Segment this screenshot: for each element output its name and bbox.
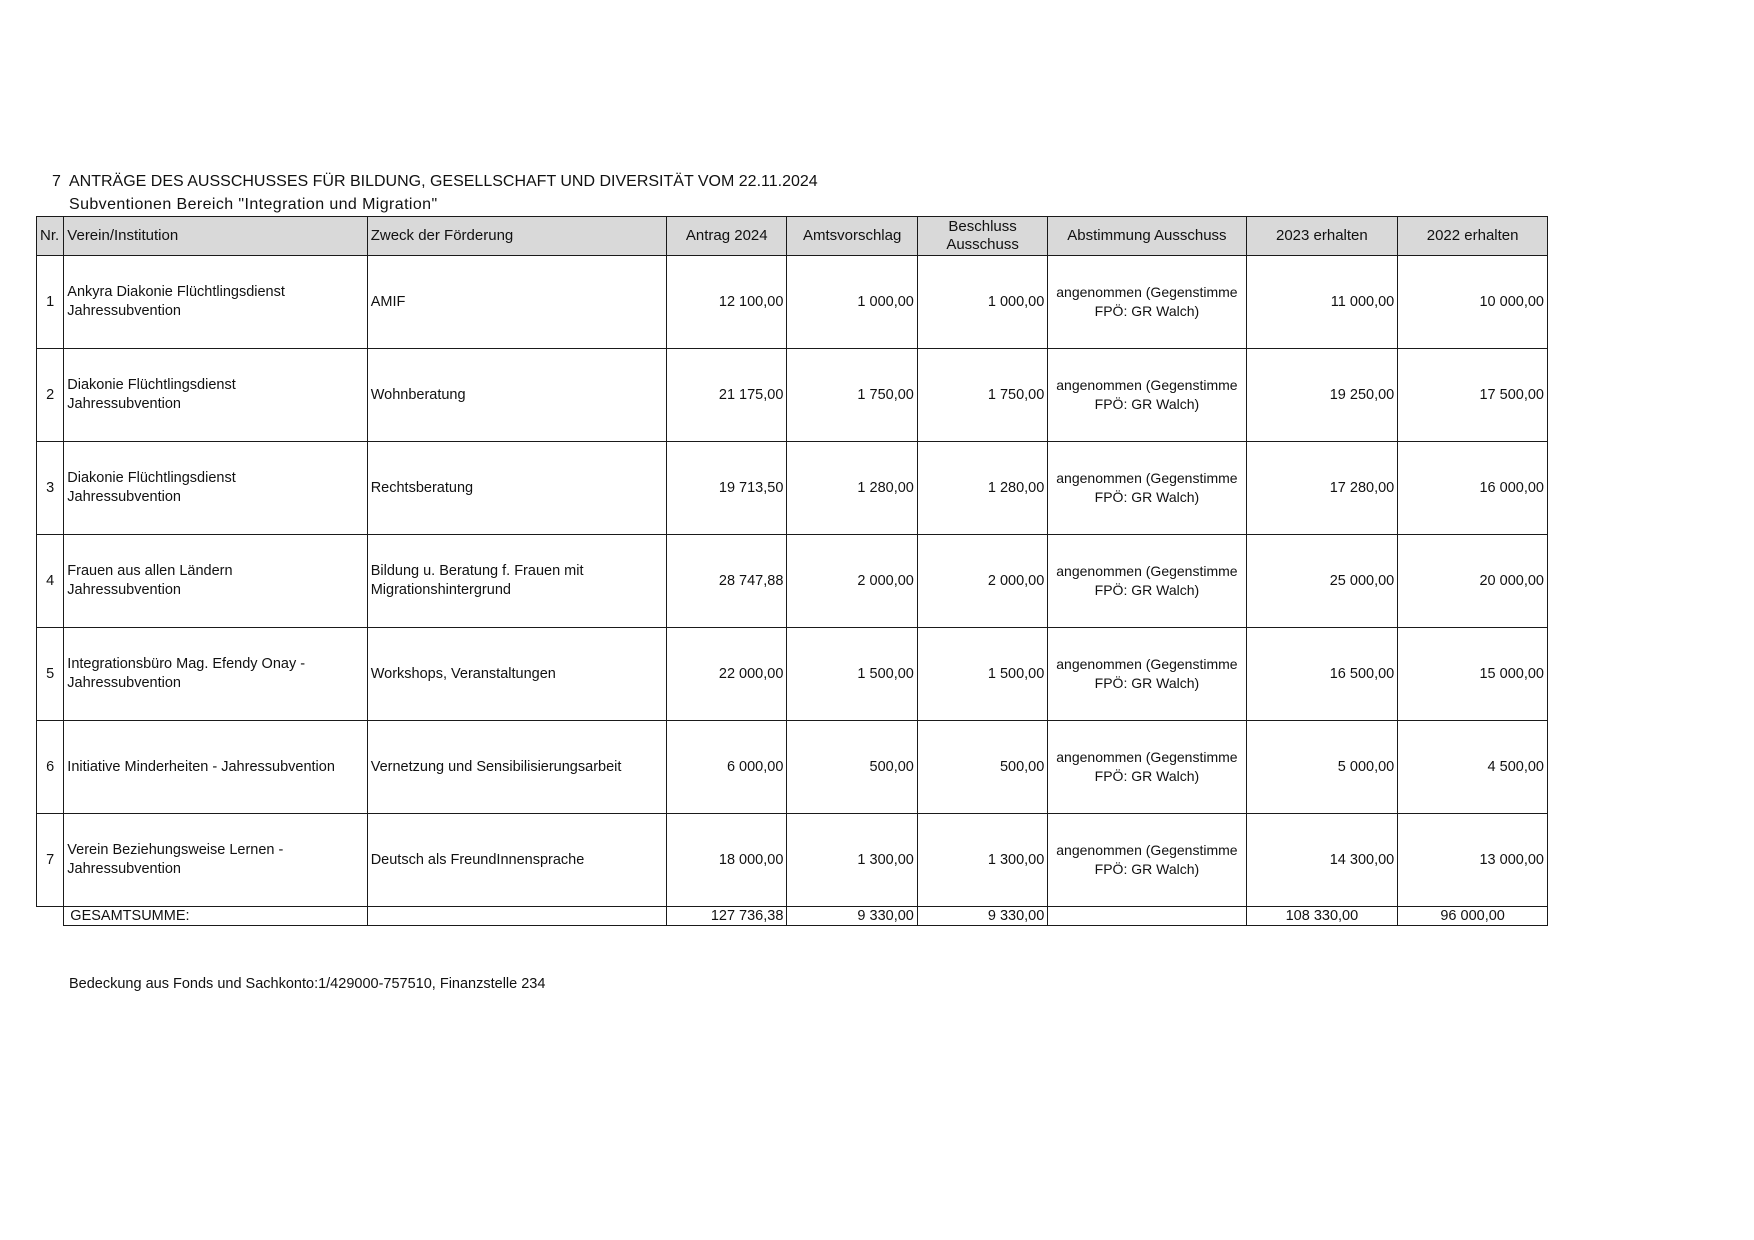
institution-line: Jahressubvention xyxy=(67,861,181,877)
office-proposal-cell: 500,00 xyxy=(787,721,917,814)
row-number: 2 xyxy=(37,349,64,442)
document-subtitle: Subventionen Bereich "Integration und Migration" xyxy=(69,196,438,213)
vote-line: angenommen (Gegenstimme xyxy=(1056,749,1238,765)
table-header-row xyxy=(37,217,1548,256)
institution-line: Jahressubvention xyxy=(67,582,181,598)
received-2023-cell: 14 300,00 xyxy=(1246,814,1398,907)
row-number: 3 xyxy=(37,442,64,535)
vote-line: FPÖ: GR Walch) xyxy=(1094,768,1200,784)
office-proposal-cell: 1 000,00 xyxy=(787,256,917,349)
received-2022-cell: 10 000,00 xyxy=(1398,256,1548,349)
column-header-office-proposal: Amtsvorschlag xyxy=(787,217,917,256)
committee-decision-cell: 500,00 xyxy=(917,721,1047,814)
office-proposal-cell: 1 300,00 xyxy=(787,814,917,907)
purpose-line: Wohnberatung xyxy=(370,386,466,403)
committee-vote-cell xyxy=(1048,442,1246,535)
received-2022-cell: 15 000,00 xyxy=(1398,628,1548,721)
row-number: 4 xyxy=(37,535,64,628)
column-header-institution: Verein/Institution xyxy=(64,217,367,256)
received-2022-cell: 17 500,00 xyxy=(1398,349,1548,442)
institution-line: Jahressubvention xyxy=(67,675,181,691)
purpose-cell xyxy=(367,721,666,814)
subsidies-table xyxy=(36,216,1548,926)
institution-cell xyxy=(64,628,367,721)
institution-line: Jahressubvention xyxy=(67,489,181,505)
purpose-line: Rechtsberatung xyxy=(370,479,474,496)
committee-vote-cell xyxy=(1048,349,1246,442)
total-office-proposal: 9 330,00 xyxy=(787,907,917,926)
received-2022-cell: 20 000,00 xyxy=(1398,535,1548,628)
request-2024-cell: 18 000,00 xyxy=(667,814,787,907)
table-row xyxy=(37,349,1548,442)
totals-label: GESAMTSUMME: xyxy=(64,907,367,926)
committee-vote-cell xyxy=(1048,256,1246,349)
vote-line: FPÖ: GR Walch) xyxy=(1094,675,1200,691)
institution-line: Ankyra Diakonie Flüchtlingsdienst xyxy=(67,284,285,300)
purpose-cell xyxy=(367,628,666,721)
institution-line: Jahressubvention xyxy=(67,303,181,319)
committee-vote-cell xyxy=(1048,535,1246,628)
row-number: 6 xyxy=(37,721,64,814)
vote-line: FPÖ: GR Walch) xyxy=(1094,861,1200,877)
totals-blank-cell xyxy=(37,907,64,926)
table-row xyxy=(37,256,1548,349)
vote-line: angenommen (Gegenstimme xyxy=(1056,470,1238,486)
table-row xyxy=(37,442,1548,535)
totals-vote-blank xyxy=(1048,907,1246,926)
received-2022-cell: 4 500,00 xyxy=(1398,721,1548,814)
row-number: 1 xyxy=(37,256,64,349)
column-header-purpose: Zweck der Förderung xyxy=(367,217,666,256)
vote-line: angenommen (Gegenstimme xyxy=(1056,377,1238,393)
institution-cell xyxy=(64,256,367,349)
office-proposal-cell: 1 280,00 xyxy=(787,442,917,535)
committee-decision-cell: 1 280,00 xyxy=(917,442,1047,535)
purpose-cell xyxy=(367,349,666,442)
committee-decision-header-line2: Ausschuss xyxy=(946,236,1019,253)
row-number: 7 xyxy=(37,814,64,907)
received-2023-cell: 5 000,00 xyxy=(1246,721,1398,814)
received-2022-cell: 13 000,00 xyxy=(1398,814,1548,907)
column-header-request-2024: Antrag 2024 xyxy=(667,217,787,256)
vote-line: angenommen (Gegenstimme xyxy=(1056,284,1238,300)
committee-decision-cell: 1 500,00 xyxy=(917,628,1047,721)
received-2023-cell: 17 280,00 xyxy=(1246,442,1398,535)
purpose-line: Bildung u. Beratung f. Frauen mit xyxy=(370,563,584,579)
committee-decision-header-line1: Beschluss xyxy=(948,218,1017,235)
purpose-cell xyxy=(367,256,666,349)
total-received-2023: 108 330,00 xyxy=(1246,907,1398,926)
institution-line: Diakonie Flüchtlingsdienst xyxy=(67,470,236,486)
vote-line: FPÖ: GR Walch) xyxy=(1094,489,1200,505)
totals-row xyxy=(37,907,1548,926)
institution-cell xyxy=(64,442,367,535)
institution-line: Verein Beziehungsweise Lernen - xyxy=(67,842,284,858)
committee-vote-cell xyxy=(1048,814,1246,907)
table-row xyxy=(37,814,1548,907)
document-heading xyxy=(52,172,818,192)
institution-line: Frauen aus allen Ländern xyxy=(67,563,233,579)
column-header-nr: Nr. xyxy=(37,217,64,256)
purpose-line: Vernetzung und Sensibilisierungsarbeit xyxy=(370,758,622,775)
purpose-cell xyxy=(367,535,666,628)
vote-line: angenommen (Gegenstimme xyxy=(1056,563,1238,579)
purpose-line: Workshops, Veranstaltungen xyxy=(370,665,556,682)
request-2024-cell: 12 100,00 xyxy=(667,256,787,349)
purpose-line: Migrationshintergrund xyxy=(370,582,511,598)
purpose-cell xyxy=(367,814,666,907)
office-proposal-cell: 1 500,00 xyxy=(787,628,917,721)
committee-decision-cell: 2 000,00 xyxy=(917,535,1047,628)
agenda-item-number: 7 xyxy=(52,173,61,190)
purpose-line: Deutsch als FreundInnensprache xyxy=(370,851,585,868)
request-2024-cell: 19 713,50 xyxy=(667,442,787,535)
purpose-cell xyxy=(367,442,666,535)
institution-line: Diakonie Flüchtlingsdienst xyxy=(67,377,236,393)
request-2024-cell: 21 175,00 xyxy=(667,349,787,442)
received-2023-cell: 16 500,00 xyxy=(1246,628,1398,721)
institution-line: Initiative Minderheiten - Jahressubvention xyxy=(67,758,335,775)
request-2024-cell: 28 747,88 xyxy=(667,535,787,628)
column-header-received-2022: 2022 erhalten xyxy=(1398,217,1548,256)
committee-vote-cell xyxy=(1048,628,1246,721)
institution-cell xyxy=(64,349,367,442)
row-number: 5 xyxy=(37,628,64,721)
table-row xyxy=(37,535,1548,628)
request-2024-cell: 22 000,00 xyxy=(667,628,787,721)
totals-purpose-blank xyxy=(367,907,666,926)
column-header-received-2023: 2023 erhalten xyxy=(1246,217,1398,256)
received-2023-cell: 25 000,00 xyxy=(1246,535,1398,628)
vote-line: FPÖ: GR Walch) xyxy=(1094,582,1200,598)
coverage-note: Bedeckung aus Fonds und Sachkonto:1/429000-757510, Finanzstelle 234 xyxy=(69,976,546,992)
vote-line: angenommen (Gegenstimme xyxy=(1056,842,1238,858)
committee-decision-cell: 1 000,00 xyxy=(917,256,1047,349)
committee-vote-cell xyxy=(1048,721,1246,814)
vote-line: angenommen (Gegenstimme xyxy=(1056,656,1238,672)
table-row xyxy=(37,628,1548,721)
column-header-committee-decision xyxy=(917,217,1047,256)
total-received-2022: 96 000,00 xyxy=(1398,907,1548,926)
committee-decision-cell: 1 300,00 xyxy=(917,814,1047,907)
vote-line: FPÖ: GR Walch) xyxy=(1094,396,1200,412)
received-2023-cell: 11 000,00 xyxy=(1246,256,1398,349)
institution-cell xyxy=(64,535,367,628)
institution-line: Jahressubvention xyxy=(67,396,181,412)
total-committee-decision: 9 330,00 xyxy=(917,907,1047,926)
institution-cell xyxy=(64,721,367,814)
committee-decision-cell: 1 750,00 xyxy=(917,349,1047,442)
agenda-item-title: ANTRÄGE DES AUSSCHUSSES FÜR BILDUNG, GESELLSCHAFT UND DIVERSITÄT VOM 22.11.2024 xyxy=(69,173,818,190)
received-2022-cell: 16 000,00 xyxy=(1398,442,1548,535)
table-row xyxy=(37,721,1548,814)
request-2024-cell: 6 000,00 xyxy=(667,721,787,814)
institution-cell xyxy=(64,814,367,907)
total-request-2024: 127 736,38 xyxy=(667,907,787,926)
institution-line: Integrationsbüro Mag. Efendy Onay - xyxy=(67,656,306,672)
purpose-line: AMIF xyxy=(370,293,406,310)
office-proposal-cell: 1 750,00 xyxy=(787,349,917,442)
vote-line: FPÖ: GR Walch) xyxy=(1094,303,1200,319)
office-proposal-cell: 2 000,00 xyxy=(787,535,917,628)
column-header-committee-vote: Abstimmung Ausschuss xyxy=(1048,217,1246,256)
received-2023-cell: 19 250,00 xyxy=(1246,349,1398,442)
